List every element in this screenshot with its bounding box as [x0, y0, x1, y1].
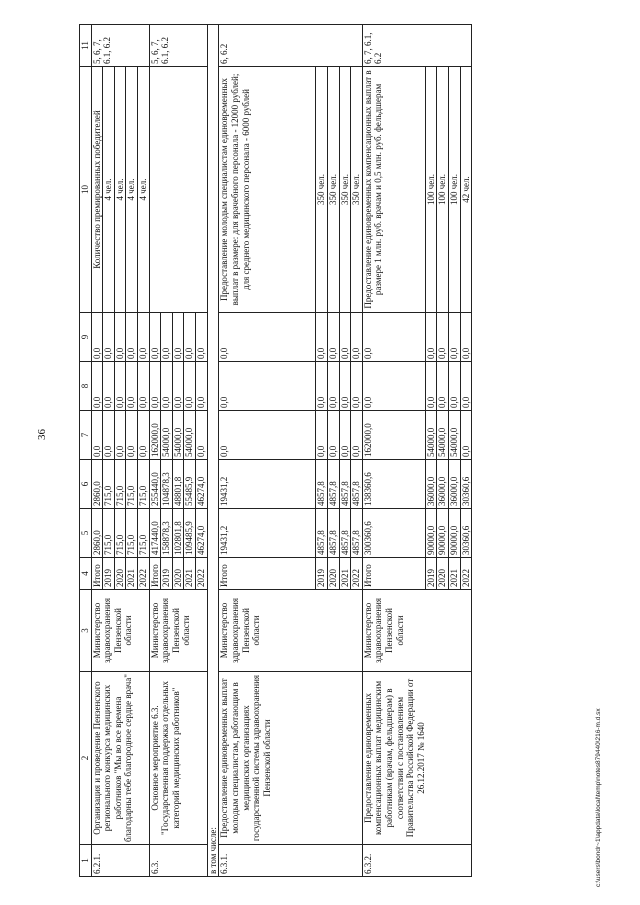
value-cell: 0,0: [161, 313, 173, 362]
value-cell: 0,0: [126, 411, 138, 460]
row-number: 6.3.2.: [362, 845, 471, 877]
result-cell: 100 чел.: [425, 67, 437, 313]
year-cell: 2021: [126, 558, 138, 590]
header-cell: 8: [80, 362, 92, 411]
result-cell: 350 чел.: [327, 67, 339, 313]
program-measures-table: [79, 24, 472, 877]
year-cell: 2020: [114, 558, 126, 590]
value-cell: 0,0: [327, 362, 339, 411]
value-cell: 0,0: [351, 362, 363, 411]
value-cell: 0,0: [339, 411, 351, 460]
value-cell: 4857,8: [327, 460, 339, 509]
year-cell: Итого: [219, 558, 316, 590]
value-cell: 2860,0: [91, 460, 103, 509]
value-cell: 0,0: [196, 313, 208, 362]
value-cell: 0,0: [91, 411, 103, 460]
value-cell: 0,0: [437, 313, 449, 362]
value-cell: 4857,8: [327, 509, 339, 558]
value-cell: 0,0: [103, 362, 115, 411]
table-row: [362, 25, 425, 877]
value-cell: 0,0: [149, 313, 161, 362]
value-cell: 0,0: [448, 313, 460, 362]
value-cell: 54000,0: [437, 411, 449, 460]
row-number: 6.3.: [149, 845, 207, 877]
value-cell: 0,0: [351, 313, 363, 362]
year-cell: 2021: [448, 558, 460, 590]
value-cell: 0,0: [126, 362, 138, 411]
value-cell: 715,0: [114, 460, 126, 509]
value-cell: 4857,8: [339, 460, 351, 509]
year-cell: 2019: [103, 558, 115, 590]
value-cell: 0,0: [316, 411, 328, 460]
value-cell: 417440,0: [149, 509, 161, 558]
value-cell: 0,0: [126, 313, 138, 362]
result-cell: 350 чел.: [351, 67, 363, 313]
value-cell: 162000,0: [362, 411, 425, 460]
year-cell: 2022: [460, 558, 472, 590]
value-cell: 4857,8: [316, 460, 328, 509]
rotated-table-container: [79, 25, 472, 877]
value-cell: 36000,0: [425, 460, 437, 509]
value-cell: 0,0: [138, 411, 150, 460]
year-cell: 2019: [316, 558, 328, 590]
value-cell: 0,0: [103, 313, 115, 362]
value-cell: 715,0: [138, 460, 150, 509]
links-cell: 5, 6, 7, 6.1, 6.2: [149, 25, 207, 67]
value-cell: 0,0: [91, 362, 103, 411]
result-cell: 100 чел.: [448, 67, 460, 313]
value-cell: 255440,0: [149, 460, 161, 509]
value-cell: 0,0: [351, 411, 363, 460]
links-cell: 5, 6, 7, 6.1, 6.2: [91, 25, 149, 67]
links-cell: 6, 6.2: [219, 25, 362, 67]
value-cell: 300360,6: [362, 509, 425, 558]
value-cell: 715,0: [103, 460, 115, 509]
row-number: 6.3.1.: [219, 845, 362, 877]
value-cell: 102801,8: [172, 509, 184, 558]
value-cell: 0,0: [327, 411, 339, 460]
measure-description: Основное мероприятие 6.3. "Государственная поддержка отдельных категорий медицинских работников": [149, 672, 207, 845]
value-cell: 0,0: [138, 313, 150, 362]
footer-file-path: c:\users\bondr~1\appdata\local\temp\notes879440\216-m.d.sx: [595, 708, 602, 887]
value-cell: 0,0: [448, 362, 460, 411]
value-cell: 0,0: [460, 362, 472, 411]
subsection-row: [207, 25, 219, 877]
value-cell: 715,0: [103, 509, 115, 558]
value-cell: 0,0: [316, 313, 328, 362]
header-cell: 3: [80, 590, 92, 672]
value-cell: 0,0: [219, 411, 316, 460]
value-cell: 715,0: [114, 509, 126, 558]
result-cell: 4 чел.: [114, 67, 126, 313]
value-cell: 0,0: [437, 362, 449, 411]
value-cell: 0,0: [184, 313, 196, 362]
value-cell: 19431,2: [219, 460, 316, 509]
result-cell: 350 чел.: [339, 67, 351, 313]
result-cell: [149, 67, 207, 313]
value-cell: 4857,8: [339, 509, 351, 558]
value-cell: 0,0: [219, 313, 316, 362]
result-cell: 100 чел.: [437, 67, 449, 313]
value-cell: 54000,0: [184, 411, 196, 460]
value-cell: 715,0: [126, 509, 138, 558]
value-cell: 138360,6: [362, 460, 425, 509]
result-cell: 350 чел.: [316, 67, 328, 313]
result-cell: Предоставление единовременных компенсационных выплат в размере 1 млн. руб. врачам и 0,5 млн. руб. фельдшерам: [362, 67, 425, 313]
result-cell: 4 чел.: [126, 67, 138, 313]
value-cell: 0,0: [425, 362, 437, 411]
value-cell: 0,0: [172, 313, 184, 362]
value-cell: 0,0: [184, 362, 196, 411]
header-cell: 10: [80, 67, 92, 313]
result-cell: 42 чел.: [460, 67, 472, 313]
executor: Министерство здравоохранения Пензенской области: [362, 590, 471, 672]
value-cell: 54000,0: [172, 411, 184, 460]
year-cell: 2019: [425, 558, 437, 590]
links-cell: 6, 7, 6.1, 6.2: [362, 25, 471, 67]
year-cell: Итого: [91, 558, 103, 590]
result-cell: 4 чел.: [138, 67, 150, 313]
year-cell: 2020: [437, 558, 449, 590]
value-cell: 46274,0: [196, 460, 208, 509]
value-cell: 54000,0: [425, 411, 437, 460]
header-cell: 5: [80, 509, 92, 558]
year-cell: 2021: [184, 558, 196, 590]
value-cell: 0,0: [149, 362, 161, 411]
value-cell: 30360,6: [460, 460, 472, 509]
value-cell: 0,0: [138, 362, 150, 411]
page-number: 36: [36, 429, 48, 440]
executor: Министерство здравоохранения Пензенской области: [219, 590, 362, 672]
value-cell: 2860,0: [91, 509, 103, 558]
result-cell: Предоставление молодым специалистам единовременных выплат в размере: для врачебного персонала - 12000 рублей; для среднего медицинского персонала - 6000 рублей: [219, 67, 316, 313]
header-row: [80, 25, 92, 877]
year-cell: 2019: [161, 558, 173, 590]
value-cell: 0,0: [339, 313, 351, 362]
result-cell: Количество премированных победителей: [91, 67, 103, 313]
header-cell: 1: [80, 845, 92, 877]
table-row: [149, 25, 161, 877]
year-cell: Итого: [149, 558, 161, 590]
value-cell: 30360,6: [460, 509, 472, 558]
value-cell: 715,0: [138, 509, 150, 558]
value-cell: 36000,0: [448, 460, 460, 509]
value-cell: 36000,0: [437, 460, 449, 509]
measure-description: Предоставление единовременных компенсационных выплат медицинским работникам (врачам, фельдшерам) в соответствии с постановлением Правительства Российской Федерации от 26.12.2017 № 1640: [362, 672, 471, 845]
value-cell: 48801,8: [172, 460, 184, 509]
value-cell: 54000,0: [448, 411, 460, 460]
value-cell: 0,0: [460, 313, 472, 362]
value-cell: 0,0: [161, 362, 173, 411]
year-cell: 2022: [138, 558, 150, 590]
measure-description: Организация и проведение Пензенского регионального конкурса медицинских работников "Мы во все времена благодарны тебе благородное сердце врача": [91, 672, 149, 845]
value-cell: 0,0: [172, 362, 184, 411]
value-cell: 0,0: [196, 411, 208, 460]
measure-description: Предоставление единовременных выплат молодым специалистам, работающим в медицинских организациях государственной системы здравоохранения Пензенской области: [219, 672, 362, 845]
value-cell: 90000,0: [448, 509, 460, 558]
header-cell: 6: [80, 460, 92, 509]
value-cell: 90000,0: [425, 509, 437, 558]
value-cell: 0,0: [103, 411, 115, 460]
value-cell: 715,0: [126, 460, 138, 509]
value-cell: 0,0: [91, 313, 103, 362]
value-cell: 90000,0: [437, 509, 449, 558]
year-cell: 2022: [196, 558, 208, 590]
value-cell: 0,0: [327, 313, 339, 362]
value-cell: 0,0: [114, 313, 126, 362]
value-cell: 0,0: [316, 362, 328, 411]
value-cell: 4857,8: [351, 509, 363, 558]
value-cell: 0,0: [196, 362, 208, 411]
value-cell: 109485,9: [184, 509, 196, 558]
value-cell: 0,0: [219, 362, 316, 411]
value-cell: 104878,3: [161, 460, 173, 509]
value-cell: 4857,8: [316, 509, 328, 558]
year-cell: Итого: [362, 558, 425, 590]
row-number: 6.2.1.: [91, 845, 149, 877]
table-row: [91, 25, 103, 877]
subsection-label: в том числе:: [207, 25, 219, 877]
table-row: [219, 25, 316, 877]
value-cell: 158878,3: [161, 509, 173, 558]
value-cell: 0,0: [425, 313, 437, 362]
value-cell: 55485,9: [184, 460, 196, 509]
value-cell: 4857,8: [351, 460, 363, 509]
value-cell: 0,0: [114, 362, 126, 411]
header-cell: 2: [80, 672, 92, 845]
header-cell: 9: [80, 313, 92, 362]
value-cell: 162000,0: [149, 411, 161, 460]
header-cell: 11: [80, 25, 92, 67]
value-cell: 0,0: [114, 411, 126, 460]
value-cell: 0,0: [460, 411, 472, 460]
value-cell: 54000,0: [161, 411, 173, 460]
value-cell: 0,0: [362, 362, 425, 411]
header-cell: 4: [80, 558, 92, 590]
executor: Министерство здравоохранения Пензенской области: [149, 590, 207, 672]
year-cell: 2021: [339, 558, 351, 590]
executor: Министерство здравоохранения Пензенской области: [91, 590, 149, 672]
year-cell: 2020: [327, 558, 339, 590]
header-cell: 7: [80, 411, 92, 460]
year-cell: 2020: [172, 558, 184, 590]
value-cell: 19431,2: [219, 509, 316, 558]
value-cell: 46274,0: [196, 509, 208, 558]
value-cell: 0,0: [362, 313, 425, 362]
result-cell: 4 чел.: [103, 67, 115, 313]
year-cell: 2022: [351, 558, 363, 590]
value-cell: 0,0: [339, 362, 351, 411]
